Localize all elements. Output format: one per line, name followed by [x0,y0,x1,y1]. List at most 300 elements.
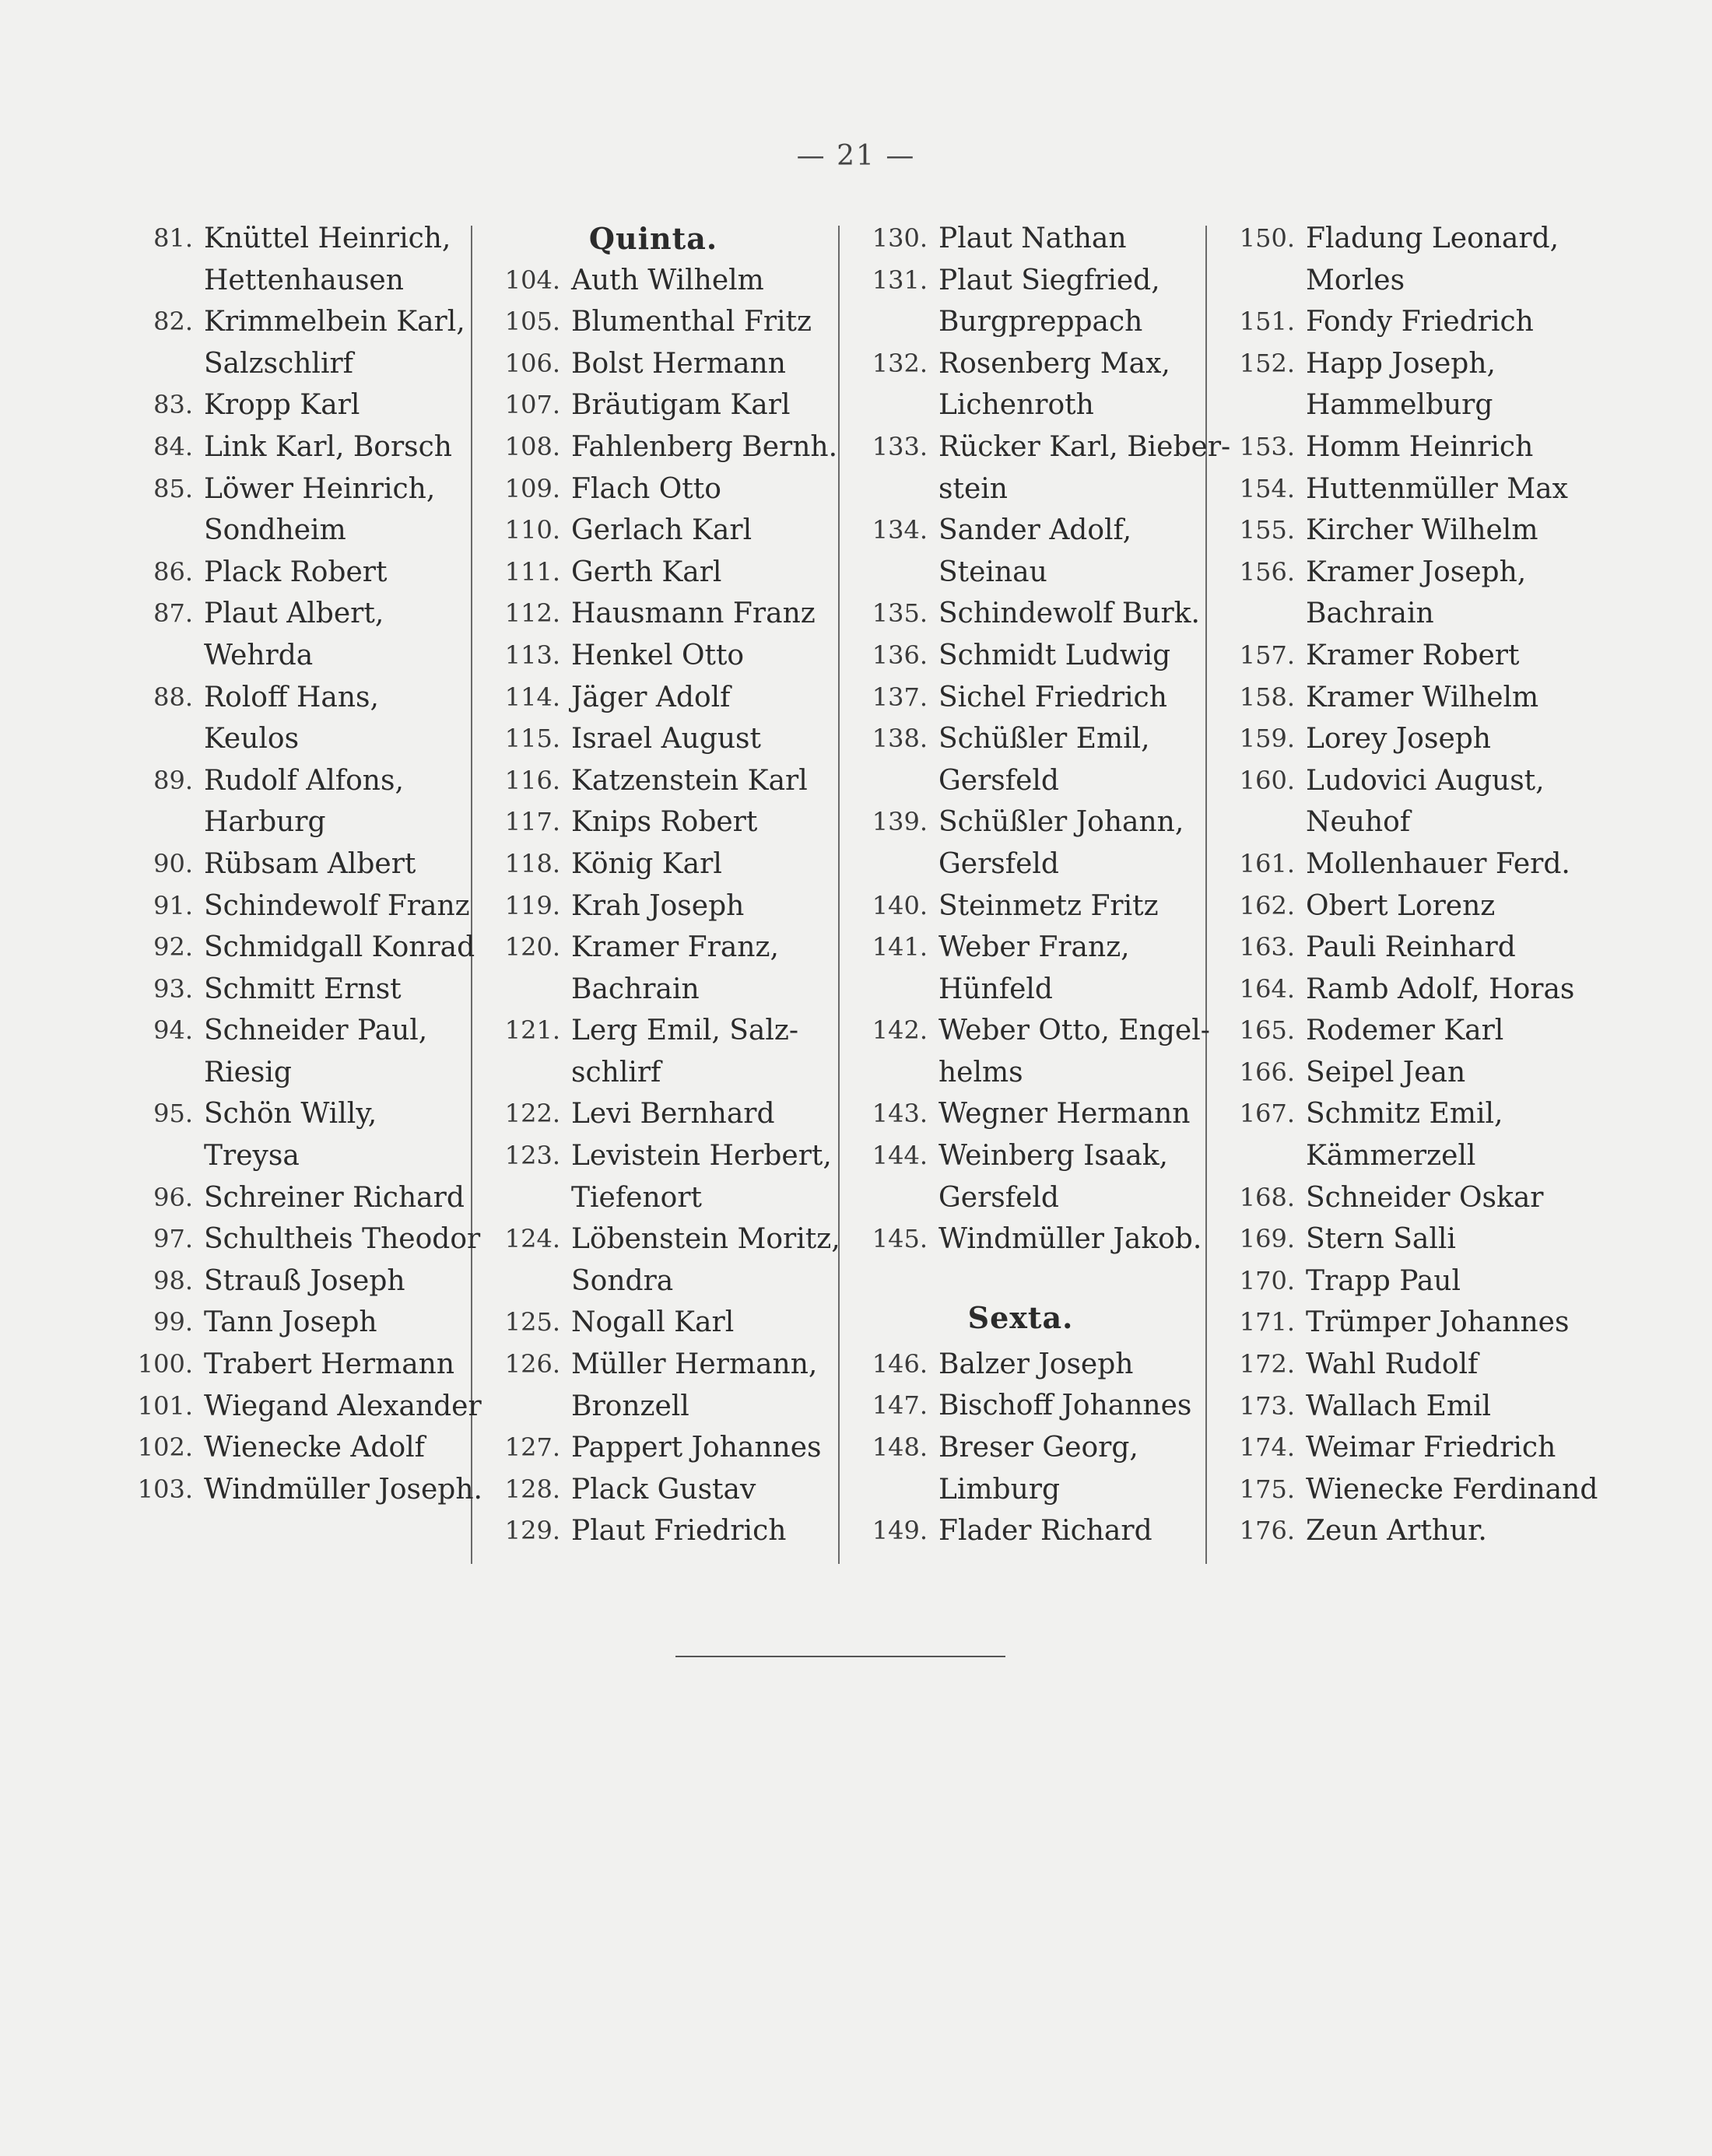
entry-number: 147. [872,1390,928,1421]
entry-number: 100. [137,1349,193,1379]
entry-name: Windmüller Joseph. [204,1473,482,1506]
entry-number: 109. [504,473,560,503]
list-item [1211,468,1572,510]
list-item [476,384,830,426]
entry-name: Rosenberg Max, [938,347,1170,380]
entry-number: 112. [504,598,560,629]
list-item-continuation [844,843,1198,885]
entry-name: Hausmann Franz [571,598,816,630]
entry-name: Fondy Friedrich [1306,306,1534,338]
list-item [476,552,830,594]
list-item [476,635,830,677]
entry-name: Levistein Herbert, [571,1140,832,1173]
entry-number: 94. [153,1015,193,1046]
entry-number: 161. [1239,848,1295,878]
list-item [109,384,463,426]
list-item [1211,1344,1572,1386]
entry-number: 118. [504,848,560,878]
entry-name: Gerlach Karl [571,514,753,547]
entry-name: Wienecke Adolf [204,1432,425,1464]
entry-name: Plack Robert [204,556,388,588]
entry-continuation: Keulos [204,723,300,755]
list-item-continuation [109,635,463,677]
list-item [476,801,830,843]
entry-name: Plaut Albert, [204,598,384,630]
entry-name: Schön Willy, [204,1098,377,1131]
entry-number: 145. [872,1224,928,1254]
list-item-continuation [476,969,830,1011]
entry-name: Zeun Arthur. [1306,1515,1487,1548]
list-item [1211,218,1572,260]
entry-number: 160. [1239,765,1295,795]
entry-name: Sichel Friedrich [938,681,1167,713]
list-item [844,426,1231,468]
list-item [109,593,463,635]
entry-name: Weimar Friedrich [1306,1432,1556,1464]
section-heading-quinta: Quinta. [588,221,718,256]
entry-name: Schindewolf Franz [204,889,470,922]
entry-name: Breser Georg, [938,1432,1138,1464]
list-item [476,1302,830,1344]
list-item-continuation [109,718,463,760]
list-item-continuation [844,1469,1198,1511]
entry-name: Happ Joseph, [1306,347,1496,380]
entry-name: Krimmelbein Karl, [204,306,465,338]
list-item [1211,510,1572,552]
list-item [1211,1010,1572,1052]
column-1 [109,218,482,1572]
list-item [844,1385,1198,1427]
entry-name: Trümper Johannes [1306,1306,1570,1339]
entry-name: Fladung Leonard, [1306,223,1559,254]
entry-number: 125. [504,1307,560,1337]
entry-name: Mollenhauer Ferd. [1306,847,1570,880]
entry-name: Schmidgall Konrad [204,931,475,964]
list-item [844,885,1198,927]
entry-continuation: Bachrain [1306,598,1434,630]
entry-continuation: helms [938,1056,1023,1089]
list-item [109,1427,463,1469]
entry-number: 114. [504,682,560,712]
entry-number: 162. [1239,890,1295,920]
list-item [476,343,830,385]
list-item-continuation [844,760,1198,802]
list-item [109,760,463,802]
entry-name: Seipel Jean [1306,1056,1466,1089]
entry-name: Müller Hermann, [571,1348,818,1381]
list-item [844,343,1198,385]
entry-name: Auth Wilhelm [571,264,764,296]
entry-number: 83. [153,390,193,420]
list-item-continuation [109,510,463,552]
entry-name: Sander Adolf, [938,514,1132,547]
entry-name: Lorey Joseph [1306,723,1491,755]
entry-number: 107. [504,390,560,420]
list-item-continuation [1211,1135,1572,1177]
entry-name: Ludovici August, [1306,764,1545,797]
entry-number: 95. [153,1099,193,1129]
entry-number: 170. [1239,1265,1295,1295]
section-spacer [844,1260,1198,1292]
list-item [844,1344,1198,1386]
entry-name: Katzenstein Karl [571,764,808,797]
list-item [1211,426,1572,468]
list-item [844,1010,1210,1052]
entry-continuation: Lichenroth [938,389,1094,422]
entry-name: Bischoff Johannes [938,1390,1192,1422]
entry-number: 84. [153,431,193,461]
entry-number: 131. [872,265,928,295]
list-item [109,1093,463,1135]
list-item [1211,718,1572,760]
list-item [476,885,830,927]
column-4 [1211,218,1598,1572]
list-item-continuation [476,1052,830,1094]
entry-name: Trapp Paul [1306,1264,1461,1297]
entry-number: 89. [153,765,193,795]
entry-number: 164. [1239,973,1295,1004]
entry-name: Kramer Wilhelm [1306,681,1539,713]
student-list [109,218,1598,1572]
entry-number: 139. [872,807,928,837]
entry-number: 106. [504,348,560,378]
entry-number: 129. [504,1516,560,1546]
entry-continuation: schlirf [571,1056,661,1089]
entry-number: 155. [1239,515,1295,545]
entry-number: 108. [504,431,560,461]
entry-name: Weinberg Isaak, [938,1140,1168,1173]
entry-number: 99. [153,1307,193,1337]
list-item [1211,1260,1572,1302]
entry-number: 172. [1239,1349,1295,1379]
list-item [844,218,1198,260]
entry-number: 117. [504,807,560,837]
entry-number: 176. [1239,1516,1295,1546]
entry-name: Plaut Siegfried, [938,264,1160,296]
entry-name: Rudolf Alfons, [204,764,404,797]
entry-name: Rücker Karl, Bieber- [938,430,1231,463]
entry-name: Ramb Adolf, Horas [1306,973,1575,1005]
list-item [1211,927,1572,969]
entry-name: Schindewolf Burk. [938,598,1200,630]
entry-number: 163. [1239,932,1295,962]
list-item [1211,1052,1572,1094]
entry-number: 171. [1239,1307,1295,1337]
entry-number: 110. [504,515,560,545]
list-item-continuation [1211,384,1572,426]
entry-number: 150. [1239,223,1295,253]
list-item [109,677,463,719]
list-item [1211,760,1572,802]
entry-name: Wahl Rudolf [1306,1348,1479,1381]
entry-name: Schreiner Richard [204,1181,465,1214]
entry-number: 130. [872,223,928,253]
list-item [109,552,463,594]
entry-number: 133. [872,431,928,461]
entry-number: 81. [153,223,193,253]
entry-continuation: Gersfeld [938,847,1059,880]
entry-number: 149. [872,1516,928,1546]
entry-number: 144. [872,1141,928,1171]
entry-name: Gerth Karl [571,556,722,588]
entry-number: 138. [872,724,928,754]
column-divider [471,226,472,1564]
entry-number: 143. [872,1099,928,1129]
entry-name: Plaut Nathan [938,223,1127,254]
entry-number: 92. [153,932,193,962]
entry-number: 115. [504,724,560,754]
entry-name: Roloff Hans, [204,681,379,713]
list-item-continuation [844,1177,1198,1219]
entry-number: 154. [1239,473,1295,503]
entry-number: 132. [872,348,928,378]
entry-continuation: Sondra [571,1264,674,1297]
list-item [109,927,475,969]
entry-continuation: Burgpreppach [938,306,1143,338]
entry-name: Stern Salli [1306,1223,1456,1256]
entry-continuation: Bronzell [571,1390,689,1422]
entry-name: Bräutigam Karl [571,389,791,422]
entry-name: Windmüller Jakob. [938,1223,1202,1256]
entry-name: Strauß Joseph [204,1264,405,1297]
entry-name: Steinmetz Fritz [938,889,1159,922]
entry-name: Flader Richard [938,1515,1152,1548]
entry-continuation: Steinau [938,556,1047,588]
list-item [1211,1218,1572,1260]
list-item [476,1510,830,1552]
entry-name: Flach Otto [571,472,721,505]
entry-name: Lerg Emil, Salz- [571,1015,799,1047]
entry-name: Weber Franz, [938,931,1130,964]
list-item-continuation [844,468,1198,510]
list-item [1211,843,1572,885]
entry-name: Levi Bernhard [571,1098,775,1131]
list-item-continuation [844,969,1198,1011]
list-item [1211,969,1575,1011]
entry-name: Plaut Friedrich [571,1515,787,1548]
list-item [476,1135,830,1177]
entry-number: 116. [504,765,560,795]
entry-name: Schneider Oskar [1306,1181,1544,1214]
entry-name: Israel August [571,723,761,755]
entry-name: Schmitz Emil, [1306,1098,1503,1131]
entry-number: 165. [1239,1015,1295,1046]
entry-name: Huttenmüller Max [1306,472,1568,505]
list-item [109,1344,463,1386]
entry-continuation: Gersfeld [938,1181,1059,1214]
entry-name: Trabert Hermann [204,1348,455,1381]
entry-name: Knüttel Heinrich, [204,223,451,254]
entry-number: 90. [153,848,193,878]
list-item [1211,1386,1572,1428]
list-item [476,593,830,635]
list-item [844,1093,1198,1135]
list-item [109,1302,463,1344]
entry-number: 173. [1239,1390,1295,1421]
list-item [844,635,1198,677]
entry-number: 151. [1239,307,1295,337]
entry-name: Knips Robert [571,806,758,839]
list-item [476,677,830,719]
list-item-continuation [844,552,1198,594]
list-item [844,260,1198,302]
entry-continuation: Gersfeld [938,764,1059,797]
list-item [109,1469,482,1511]
entry-number: 124. [504,1224,560,1254]
entry-continuation: Morles [1306,264,1405,296]
list-item-continuation [109,260,463,302]
entry-number: 167. [1239,1099,1295,1129]
entry-number: 123. [504,1141,560,1171]
list-item [1211,1302,1572,1344]
entry-number: 152. [1239,348,1295,378]
entry-name: Plack Gustav [571,1473,756,1506]
entry-name: Kropp Karl [204,389,360,422]
list-item [1211,301,1572,343]
entry-number: 91. [153,890,193,920]
list-item [476,426,838,468]
list-item [844,801,1198,843]
bottom-rule [675,1656,1005,1657]
entry-number: 128. [504,1474,560,1504]
list-item-continuation [109,801,463,843]
entry-name: Wallach Emil [1306,1390,1492,1422]
list-item [1211,677,1572,719]
entry-number: 86. [153,556,193,587]
entry-number: 121. [504,1015,560,1046]
list-item-continuation [109,1135,463,1177]
entry-name: Nogall Karl [571,1306,735,1339]
list-item [476,510,830,552]
list-item [844,718,1198,760]
list-item [844,1218,1202,1260]
entry-continuation: Bachrain [571,973,700,1005]
entry-number: 141. [872,932,928,962]
entry-number: 134. [872,515,928,545]
entry-number: 105. [504,307,560,337]
entry-number: 88. [153,682,193,712]
entry-continuation: Hettenhausen [204,264,404,296]
entry-name: Rodemer Karl [1306,1015,1504,1047]
list-item [109,1260,463,1302]
section-heading-sexta: Sexta. [967,1299,1074,1335]
list-item [844,593,1198,635]
entry-name: Pauli Reinhard [1306,931,1516,964]
list-item [109,1386,482,1428]
entry-name: Tann Joseph [204,1306,377,1339]
list-item-continuation [844,1052,1198,1094]
list-item [476,927,830,969]
list-item-continuation [476,1177,830,1219]
entry-number: 103. [137,1474,193,1504]
list-item-continuation [844,384,1198,426]
list-item [109,426,463,468]
column-divider [838,226,840,1564]
list-item-continuation [844,301,1198,343]
list-item [109,1177,463,1219]
entry-name: Schmitt Ernst [204,973,402,1005]
entry-name: Kramer Robert [1306,639,1520,671]
entry-name: Henkel Otto [571,639,745,671]
entry-name: Wienecke Ferdinand [1306,1473,1598,1506]
list-item [109,843,463,885]
list-item [476,1344,830,1386]
entry-number: 148. [872,1432,928,1463]
entry-continuation: Hünfeld [938,973,1053,1005]
entry-name: Blumenthal Fritz [571,306,812,338]
list-item [109,1010,463,1052]
list-item [109,468,463,510]
entry-number: 87. [153,598,193,629]
list-item [476,1010,830,1052]
entry-number: 102. [137,1432,193,1463]
entry-continuation: Treysa [204,1140,300,1173]
column-3 [844,218,1231,1572]
entry-number: 119. [504,890,560,920]
entry-number: 175. [1239,1474,1295,1504]
entry-number: 98. [153,1265,193,1295]
list-item [1211,1510,1572,1552]
list-item-continuation [476,1386,830,1428]
entry-number: 127. [504,1432,560,1463]
list-item [476,1427,830,1469]
list-item [844,1510,1198,1552]
list-item [1211,1427,1572,1469]
list-item-continuation [1211,260,1572,302]
entry-name: Rübsam Albert [204,847,416,880]
list-item [1211,635,1572,677]
entry-name: Fahlenberg Bernh. [571,430,838,463]
entry-number: 104. [504,265,560,295]
list-item [844,677,1198,719]
list-item [844,510,1198,552]
entry-continuation: Kämmerzell [1306,1140,1476,1173]
entry-number: 156. [1239,556,1295,587]
entry-number: 120. [504,932,560,962]
entry-name: Schüßler Emil, [938,723,1150,755]
entry-continuation: Hammelburg [1306,389,1493,422]
list-item [476,718,830,760]
entry-number: 93. [153,973,193,1004]
entry-number: 142. [872,1015,928,1046]
list-item [844,927,1198,969]
list-item [476,1469,830,1511]
entry-number: 158. [1239,682,1295,712]
entry-number: 159. [1239,724,1295,754]
list-item [109,218,463,260]
entry-number: 135. [872,598,928,629]
entry-number: 174. [1239,1432,1295,1463]
entry-continuation: Neuhof [1306,806,1411,839]
list-item [476,760,830,802]
entry-number: 97. [153,1224,193,1254]
entry-number: 146. [872,1348,928,1379]
entry-name: Kircher Wilhelm [1306,514,1538,547]
entry-name: Bolst Hermann [571,347,786,380]
entry-number: 140. [872,890,928,920]
entry-number: 137. [872,682,928,712]
entry-number: 82. [153,307,193,337]
entry-number: 111. [504,556,560,587]
list-item [109,1218,481,1260]
entry-continuation: Riesig [204,1056,292,1089]
entry-name: Kramer Joseph, [1306,556,1527,588]
entry-number: 101. [137,1390,193,1421]
list-item [476,1218,840,1260]
entry-name: Jäger Adolf [571,681,731,713]
list-item-continuation [1211,801,1572,843]
entry-name: Wegner Hermann [938,1098,1191,1131]
